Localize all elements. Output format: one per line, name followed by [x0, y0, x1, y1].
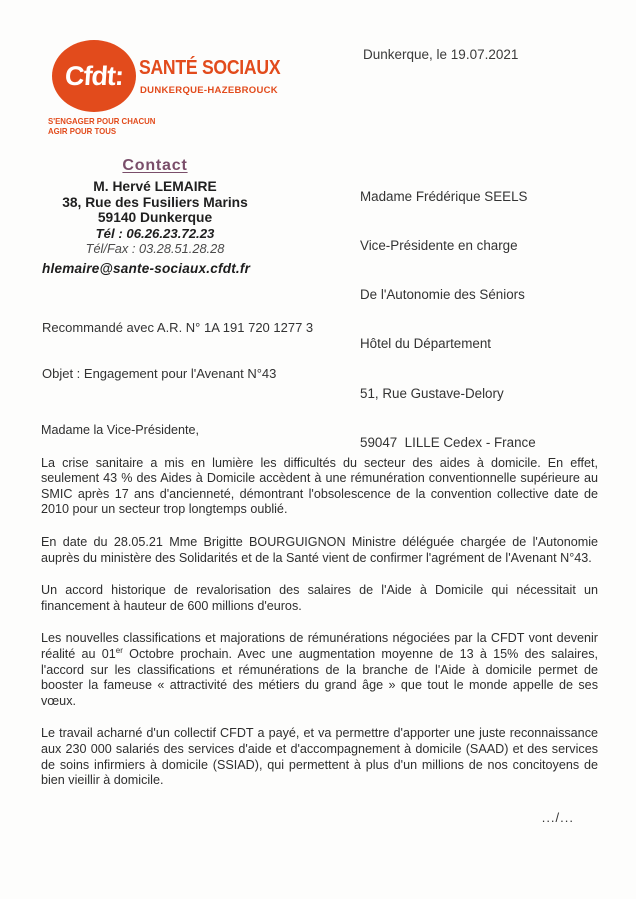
body-paragraph-1: La crise sanitaire a mis en lumière les difficultés du secteur des aides à domicile. En effet, seulement 43 % des Aides à Domicile accèdent à une rémunération conventionnelle supérieure au SMIC après 17 ans d'ancienneté, démontrant l'obsolescence de la convention collective date de 2010 pour un secteur trop longtemps oublié. — [41, 455, 598, 517]
contact-address-street: 38, Rue des Fusiliers Marins — [62, 194, 248, 210]
contact-email: hlemaire@sante-sociaux.cfdt.fr — [42, 261, 251, 276]
recipient-title: Vice-Présidente en charge — [360, 238, 518, 254]
contact-fax: Tél/Fax : 03.28.51.28.28 — [85, 240, 225, 256]
body-paragraph-4-continued: Octobre prochain. Avec une augmentation moyenne de 13 à 15% des salaires, l'accord sur les classifications et rémunérations de la branche de l'Aide à domicile permet de booster la fameuse « attractivité des métiers du grand âge » que tout le monde appelle de ses vœux. — [41, 646, 598, 708]
ordinal-superscript: er — [115, 645, 123, 655]
recipient-department: De l'Autonomie des Séniors — [360, 287, 525, 303]
date-line: Dunkerque, le 19.07.2021 — [363, 47, 519, 62]
body-paragraph-4-text: Les nouvelles classifications et majorations de rémunérations négociées par la CFDT vont devenir réalité au 01 — [41, 631, 598, 661]
recipient-street: 51, Rue Gustave-Delory — [360, 385, 504, 401]
cfdt-logo-circle-icon — [52, 40, 136, 112]
brand-tagline-line2: AGIR POUR TOUS — [48, 126, 117, 136]
recipient-building: Hôtel du Département — [360, 336, 492, 352]
contact-heading: Contact — [122, 157, 188, 174]
contact-block — [36, 157, 274, 256]
body-paragraph-3: Un accord historique de revalorisation des salaires de l'Aide à Domicile qui nécessitait un financement à hauteur de 600 millions d'euros. — [41, 583, 598, 613]
body-paragraph-2: En date du 28.05.21 Mme Brigitte BOURGUIGNON Ministre déléguée chargée de l'Autonomie auprès du ministère des Solidarités et de la Santé vient de confirmer l'agrément de l'Avenant N°43. — [41, 534, 598, 565]
recipient-name: Madame Frédérique SEELS — [360, 188, 528, 204]
brand-location: DUNKERQUE-HAZEBROUCK — [140, 85, 278, 96]
recipient-city: 59047 LILLE Cedex - France — [360, 434, 536, 450]
letter-body — [41, 423, 598, 806]
brand-tagline-line1: S'ENGAGER POUR CHACUN — [48, 116, 156, 126]
brand-name: SANTÉ SOCIAUX — [139, 57, 281, 79]
cfdt-logo-text: Cfdt: — [64, 60, 125, 91]
body-paragraph-4 — [41, 631, 598, 709]
subject-line: Objet : Engagement pour l'Avenant N°43 — [42, 366, 277, 381]
registered-mail-line: Recommandé avec A.R. N° 1A 191 720 1277 3 — [42, 320, 314, 335]
body-paragraph-5: Le travail acharné d'un collectif CFDT a payé, et va permettre d'apporter une juste reconnaissance aux 230 000 salariés des services d'aide et d'accompagnement à domicile (SAAD) et des services de soins infirmiers à domicile (SSIAD), qui permettent à plus d'un millions de nos concitoyens de bien vieillir à domicile. — [41, 726, 598, 788]
brand-tagline — [48, 116, 155, 136]
continuation-mark: .../... — [541, 810, 574, 825]
salutation: Madame la Vice-Présidente, — [41, 423, 199, 437]
contact-phone: Tél : 06.26.23.72.23 — [95, 225, 215, 241]
contact-address-city: 59140 Dunkerque — [97, 210, 213, 225]
contact-name: M. Hervé LEMAIRE — [93, 179, 217, 194]
